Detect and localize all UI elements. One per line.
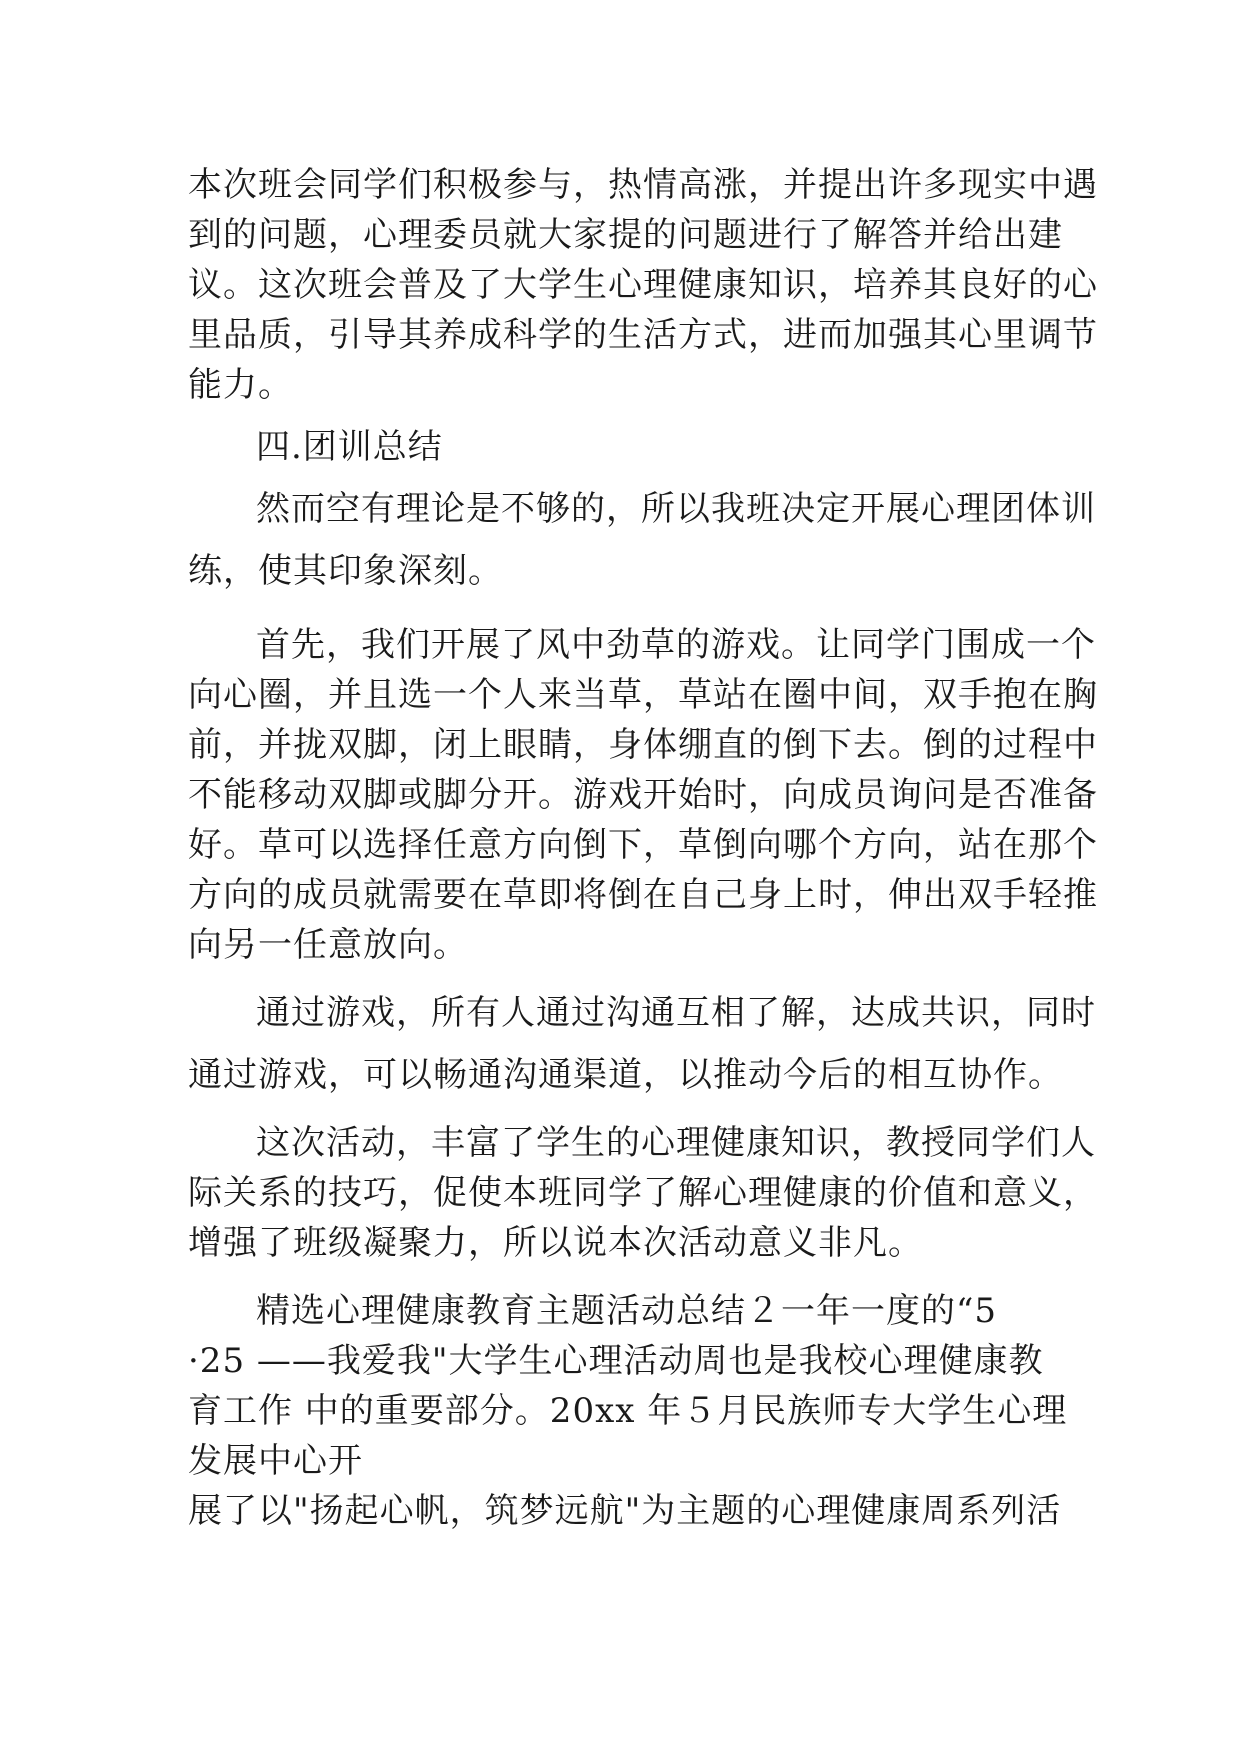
text-line: 议。这次班会普及了大学生心理健康知识，培养其良好的心: [188, 265, 1098, 305]
paragraph-activity-value: [188, 1118, 1098, 1268]
text-line: 练，使其印象深刻。: [188, 551, 503, 591]
text-line: 发展中心开: [188, 1441, 363, 1481]
paragraph-class-meeting-summary: [188, 160, 1098, 410]
text-line: 然而空有理论是不够的，所以我班决定开展心理团体训: [256, 489, 1096, 529]
text-line: ·25 ——我爱我"大学生心理活动周也是我校心理健康教: [188, 1341, 1044, 1381]
text-line: 好。草可以选择任意方向倒下，草倒向哪个方向，站在那个: [188, 825, 1098, 865]
text-line: 际关系的技巧，促使本班同学了解心理健康的价值和意义，: [188, 1173, 1098, 1213]
text-line: 方向的成员就需要在草即将倒在自己身上时，伸出双手轻推: [188, 875, 1098, 915]
paragraph-theory: [188, 484, 1096, 596]
document-body: [188, 160, 1098, 1536]
text-line: 本次班会同学们积极参与，热情高涨，并提出许多现实中遇: [188, 165, 1098, 205]
text-line: 向心圈，并且选一个人来当草，草站在圈中间，双手抱在胸: [188, 675, 1098, 715]
text-line: 精选心理健康教育主题活动总结２一年一度的“5: [256, 1291, 998, 1331]
text-line: 能力。: [188, 365, 293, 405]
text-line: 到的问题，心理委员就大家提的问题进行了解答并给出建: [188, 215, 1063, 255]
text-line: 不能移动双脚或脚分开。游戏开始时，向成员询问是否准备: [188, 775, 1098, 815]
text-line: 展了以"扬起心帆，筑梦远航"为主题的心理健康周系列活: [188, 1491, 1062, 1531]
paragraph-game-description: [188, 620, 1098, 970]
text-line: 前，并拢双脚，闭上眼睛，身体绷直的倒下去。倒的过程中: [188, 725, 1098, 765]
text-line: 向另一任意放向。: [188, 925, 468, 965]
text-line: 通过游戏，可以畅通沟通渠道，以推动今后的相互协作。: [188, 1055, 1063, 1095]
text-line: 首先，我们开展了风中劲草的游戏。让同学门围成一个: [256, 625, 1096, 665]
paragraph-selected-summary-2: [188, 1286, 1068, 1536]
section-heading: 四.团训总结: [256, 427, 443, 467]
text-line: 里品质，引导其养成科学的生活方式，进而加强其心里调节: [188, 315, 1098, 355]
text-line: 增强了班级凝聚力，所以说本次活动意义非凡。: [188, 1223, 923, 1263]
paragraph-game-outcome: [188, 988, 1096, 1100]
text-line: 这次活动，丰富了学生的心理健康知识，教授同学们人: [256, 1123, 1096, 1163]
text-line: 通过游戏，所有人通过沟通互相了解，达成共识，同时: [256, 993, 1096, 1033]
text-line: 育工作 中的重要部分。20xx 年５月民族师专大学生心理: [188, 1391, 1068, 1431]
